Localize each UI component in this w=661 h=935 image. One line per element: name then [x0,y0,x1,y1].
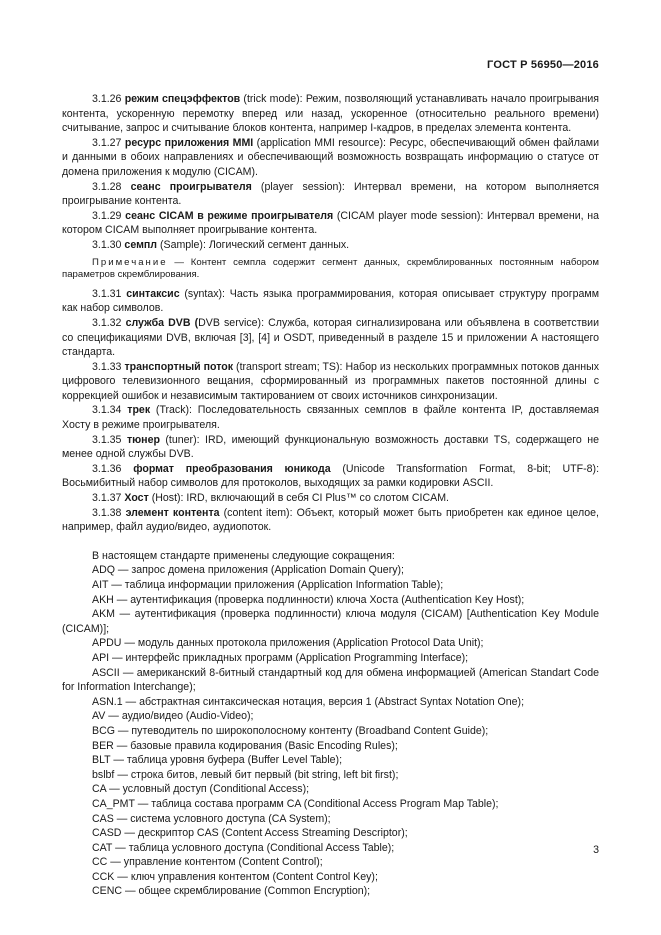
definition-number: 3.1.29 [92,209,122,222]
definition-text: DVB service): Служба, которая сигнализирована или объявлена в соответствии со спецификациями DVB, включая [3], [4] и OSDT, приведенный в разделе 15 и приложении А настоящего стандарта. [62,316,600,359]
definition-text: (Unicode Transformation Format, 8-bit; UTF-8): Восьмибитный набор символов для протоколов, выходящих за рамки кодировки ASCII. [62,462,600,490]
abbreviation-item: CAT — таблица условного доступа (Conditional Access Table); [92,841,395,854]
abbreviation-item: BCG — путеводитель по широкополосному контенту (Broadband Content Guide); [92,724,489,737]
definition-text: (trick mode): Режим, позволяющий устанавливать начало проигрывания контента, ускоренную перемотку вперед или назад, ускоренное (относительно реального времени) считывание, запрос и считывание блоков контента, например I-кадров, в пределах элемента контента. [62,93,599,135]
definition-number: 3.1.33 [92,360,122,373]
definition-item [62,92,599,136]
definition-number: 3.1.34 [92,404,122,417]
definition-item [62,287,599,316]
definitions-block-1 [62,92,599,253]
abbreviation-item: AIT — таблица информации приложения (Application Information Table); [92,579,444,591]
definition-item [62,316,599,360]
definition-number: 3.1.35 [92,433,122,446]
abbreviation-item: ASCII — американский 8-битный стандартный код для обмена информацией (American Standart Code for Information Interchange); [62,666,599,694]
note [62,257,599,282]
definition-text: (Track): Последовательность связанных семплов в файле контента IP, доставляемая Хосту в режиме проигрывателя. [62,404,599,432]
definition-term: тюнер [126,433,160,446]
definition-term: формат преобразования юникода [133,462,331,475]
abbreviation-item: BLT — таблица уровня буфера (Buffer Level Table); [92,754,343,767]
definition-item [62,491,599,506]
definition-term: трек [127,404,151,417]
abbreviation-item: BER — базовые правила кодирования (Basic Encoding Rules); [92,739,398,752]
note-label: Примечание [92,256,168,268]
definition-text: (syntax): Часть языка программирования, которая описывает структуру программ как набор символов. [62,287,599,315]
definition-number: 3.1.36 [92,462,122,475]
abbreviation-item: APDU — модуль данных протокола приложения (Application Protocol Data Unit); [92,637,484,650]
abbreviation-item: CA_PMT — таблица состава программ CA (Conditional Access Program Map Table); [92,797,499,810]
definition-number: 3.1.37 [92,492,122,505]
definition-number: 3.1.31 [92,287,122,300]
abbreviation-item: bslbf — строка битов, левый бит первый (bit string, left bit first); [92,768,399,781]
definition-term: служба DVB ( [125,316,199,329]
abbreviation-item: AKH — аутентификация (проверка подлинности) ключа Хоста (Authentication Key Host); [92,593,525,606]
definitions-block-2 [62,287,599,535]
definition-text: (Host): IRD, включающий в себя CI Plus™ со слотом CICAM. [148,492,449,505]
abbreviation-item: CA — условный доступ (Conditional Access); [92,783,310,796]
abbreviations-list [62,563,599,899]
definition-item [62,433,599,462]
definition-number: 3.1.30 [92,238,122,251]
abbreviation-item: CENC — общее скремблирование (Common Encryption); [92,885,371,898]
abbreviation-item: ADQ — запрос домена приложения (Application Domain Query); [92,564,404,577]
definition-text: (tuner): IRD, имеющий функциональную возможность доставки TS, содержащего не менее одной службы DVB. [62,433,599,461]
definition-text: (player session): Интервал времени, на котором выполняется проигрывание контента. [62,180,599,208]
definition-item [62,506,599,535]
abbreviation-item: API — интерфейс прикладных программ (Application Programming Interface); [92,651,469,664]
definition-item [62,180,599,209]
abbreviation-item: ASN.1 — абстрактная синтаксическая нотация, версия 1 (Abstract Syntax Notation One); [92,695,525,708]
document-header: ГОСТ Р 56950—2016 [487,59,599,71]
definition-text: (transport stream; TS): Набор из нескольких программных потоков данных цифрового телевизионного вещания, сформированный из программных пакетов постоянной длины с коррекцией ошибок и независимым тактированием от своих источников синхронизации. [62,360,599,402]
definition-number: 3.1.32 [92,316,122,329]
note-text: — Контент семпла содержит сегмент данных, скремблированных постоянным набором параметров скремблирования. [62,256,599,281]
definition-item [62,136,599,180]
abbreviation-item: CC — управление контентом (Content Control); [92,856,323,869]
definition-text: (content item): Объект, который может быть приобретен как единое целое, например, файл аудио/видео, аудиопоток. [62,506,599,534]
abbreviation-item: AKM — аутентификация (проверка подлинности) ключа модуля (CICAM) [Authentication Key Module (CICAM)]; [62,608,599,635]
definition-number: 3.1.38 [92,506,122,519]
definition-term: сеанс проигрывателя [130,180,252,193]
definition-number: 3.1.27 [92,136,122,149]
abbreviation-item: CAS — система условного доступа (CA System); [92,812,331,825]
page-number: 3 [593,844,599,856]
abbreviation-item: CCK — ключ управления контентом (Content Control Key); [92,870,378,883]
definition-item [62,209,599,238]
document-body [62,92,599,899]
definition-term: Хост [124,492,149,505]
definition-text: (CICAM player mode session): Интервал времени, на котором CICAM выполняет проигрывание контента. [62,209,599,237]
definition-item [62,403,599,432]
abbreviation-item: AV — аудио/видео (Audio-Video); [92,710,254,723]
definition-text: (Sample): Логический сегмент данных. [157,238,350,251]
definition-item [62,360,599,404]
abbreviations-intro: В настоящем стандарте применены следующие сокращения: [92,549,395,562]
definition-term: синтаксис [126,287,180,300]
definition-number: 3.1.28 [92,180,122,193]
definition-number: 3.1.26 [92,93,122,105]
definition-term: семпл [124,238,158,251]
definition-term: транспортный поток [124,360,234,373]
definition-item [62,238,599,253]
abbreviation-item: CASD — дескриптор CAS (Content Access Streaming Descriptor); [92,827,408,840]
definition-term: режим спецэффектов [124,93,241,105]
definition-item [62,462,599,491]
definition-term: ресурс приложения MMI [124,136,254,149]
definition-text: (application MMI resource): Ресурс, обеспечивающий обмен файлами и данными в обоих направлениях и обеспечивающий возможность возвращать информацию о статусе от домена приложения к модулю (CICAM). [62,136,599,178]
definition-term: сеанс CICAM в режиме проигрывателя [125,209,334,222]
definition-term: элемент контента [125,506,220,519]
